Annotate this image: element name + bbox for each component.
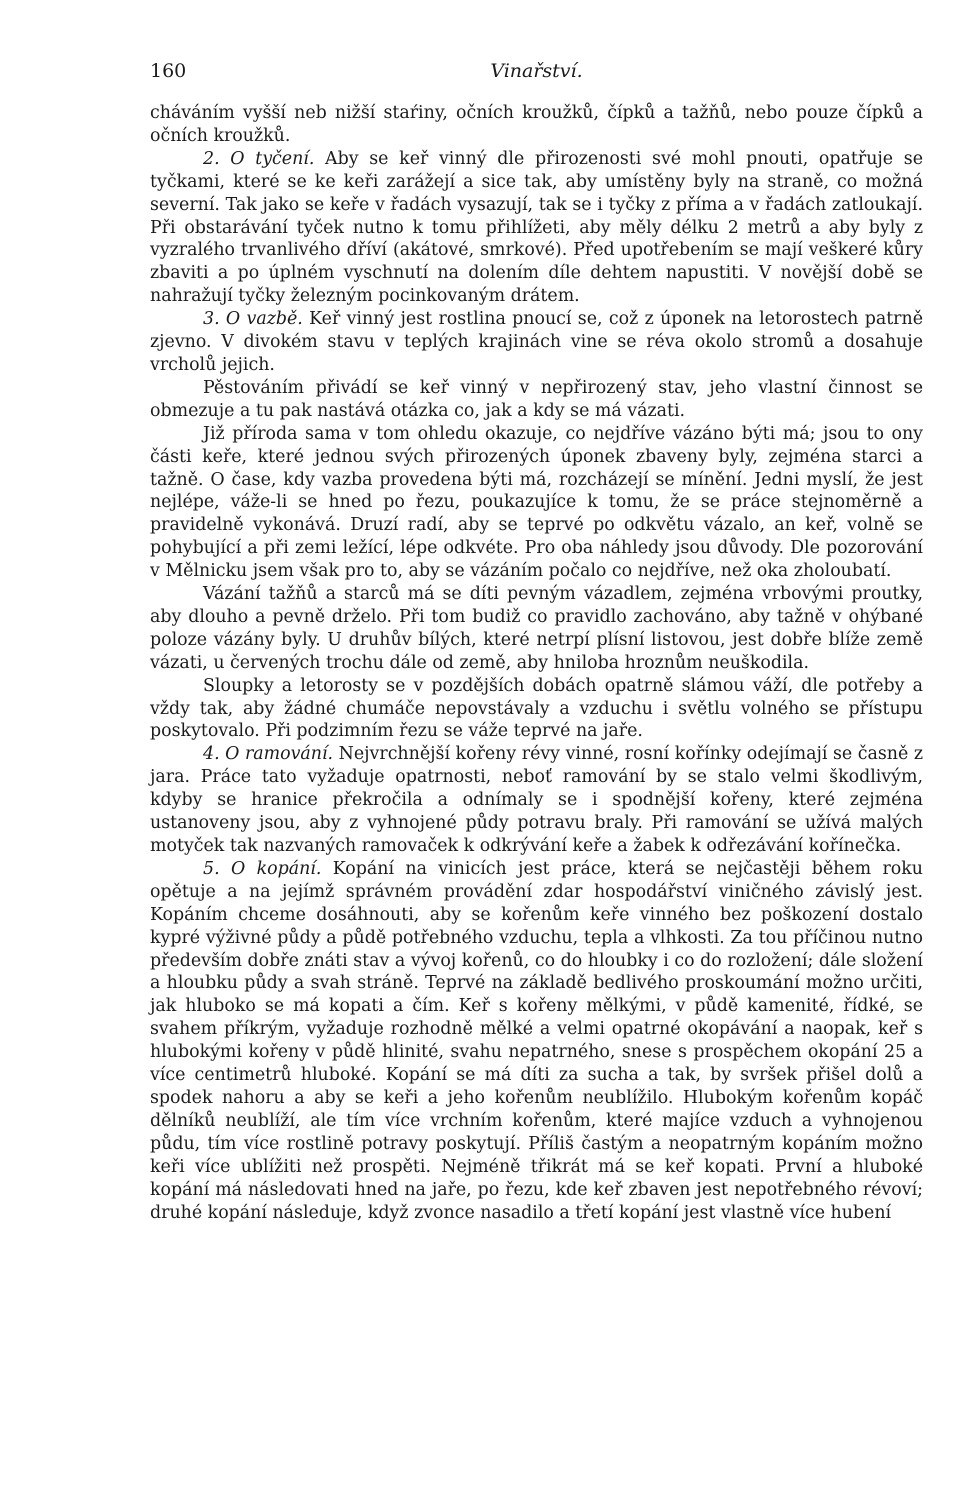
paragraph bbox=[150, 858, 923, 1225]
paragraph bbox=[150, 102, 923, 148]
paragraph bbox=[150, 583, 923, 675]
section-heading: 4. O ramování. bbox=[203, 744, 334, 765]
paragraph-text: Vázání tažňů a starců má se díti pevným vázadlem, zejména vrbovými proutky, aby dlouho a pevně drželo. Při tom budiž co pravidlo zachováno, aby tažně v ohýbané poloze vázány byly. U druhův bílých, které netrpí plísní listovou, jest dobře blíže země vázati, u červených trochu dále od země, aby hniloba hroznům neuškodila. bbox=[150, 584, 923, 673]
page-header bbox=[150, 60, 923, 88]
paragraph bbox=[150, 743, 923, 858]
section-heading: 3. O vazbě. bbox=[203, 309, 303, 330]
paragraph-text: Již příroda sama v tom ohledu okazuje, co nejdříve vázáno býti má; jsou to ony části keře, které jednou svých přirozených úponek zbaveny byly, zejména starci a tažně. O čase, kdy vazba provedena býti má, rozcházejí se mínění. Jedni myslí, že jest nejlépe, váže-li se hned po řezu, poukazujíce k tomu, že se práce stejnoměrně a pravidelně vykonává. Druzí radí, aby se teprvé po odkvětu vázalo, an keř, volně se pohybující a při zemi ležící, lépe odkvéte. Pro oba náhledy jsou důvody. Dle pozorování v Mělnicku jsem však pro to, aby se vázáním počalo co nejdříve, než oka zholoubatí. bbox=[150, 423, 923, 582]
page-number: 160 bbox=[150, 60, 187, 82]
book-page bbox=[150, 60, 923, 1224]
paragraph-text: cháváním vyšší neb nižší staŕiny, očních kroužků, čípků a tažňů, nebo pouze čípků a očních kroužků. bbox=[150, 103, 923, 146]
running-head: Vinařství. bbox=[490, 60, 583, 82]
section-heading: 5. O kopání. bbox=[203, 858, 322, 879]
paragraph-text: Nejvrchnější kořeny révy vinné, rosní kořínky odejímají se časně z jara. Práce tato vyžaduje opatrnosti, neboť ramování by se stalo velmi škodlivým, kdyby se hranice překročila a odnímaly se i spodnější kořeny, které zejména ustanoveny jsou, aby z vyhnojené půdy potravu braly. Při ramování se užívá malých motyček tak nazvaných ramovaček k odkrývání keře a žabek k odřezávání kořínečka. bbox=[150, 744, 923, 856]
paragraph bbox=[150, 308, 923, 377]
paragraph bbox=[150, 675, 923, 744]
paragraph-text: Pěstováním přivádí se keř vinný v nepřirozený stav, jeho vlastní činnost se obmezuje a tu pak nastává otázka co, jak a kdy se má vázati. bbox=[150, 377, 923, 421]
body-text bbox=[150, 102, 923, 1224]
paragraph bbox=[150, 377, 923, 423]
section-heading: 2. O tyčení. bbox=[203, 148, 315, 169]
paragraph bbox=[150, 148, 923, 308]
paragraph-text: Kopání na vinicích jest práce, která se nejčastěji během roku opětuje a na jejímž správném provádění zdar hospodářství viničného závislý jest. Kopáním chceme dosáhnouti, aby se kořenům keře vinného bez poškození dostalo kypré výživné půdy a půdě potřebného vzduchu, tepla a vlhkosti. Za tou příčinou nutno především dobře znáti stav a vývoj kořenů, co do hloubky i co do rozložení; dále složení a hloubku půdy a svah stráně. Teprvé na základě bedlivého proskoumání možno určiti, jak hluboko se má kopati a čím. Keř s kořeny mělkými, v půdě kamenité, řídké, se svahem příkrým, vyžaduje rozhodně mělké a velmi opatrné okopávání a naopak, keř s hlubokými kořeny v půdě hlinité, svahu nepatrného, snese s prospěchem okopání 25 a více centimetrů hluboké. Kopání se má díti za sucha a tak, by svršek přišel dolů a spodek nahoru a aby se keři a jeho kořenům neublížilo. Hlubokým kořenům kopáč dělníků neublíží, ale tím více vrchním kořenům, které majíce vzduch a vyhnojenou půdu, tím více rostlině potravy poskytují. Příliš častým a neopatrným kopáním možno keři více ublížiti než prospěti. Nejméně třikrát má se keř kopati. První a hluboké kopání má následovati hned na jaře, po řezu, kde keř zbaven jest nepotřebného révoví; druhé kopání následuje, když zvonce nasadilo a třetí kopání jest vlastně více hubení bbox=[150, 858, 923, 1223]
paragraph-text: Sloupky a letorosty se v pozdějších dobách opatrně slámou váží, dle potřeby a vždy tak, aby žádné chumáče nepovstávaly a vzduchu i světlu volného se přístupu poskytovalo. Při podzimním řezu se váže teprvé na jaře. bbox=[150, 675, 923, 742]
paragraph-text: Aby se keř vinný dle přirozenosti své mohl pnouti, opatřuje se tyčkami, které se ke keři zarážejí a sice tak, aby umístěny byly na straně, co možná severní. Tak jako se keře v řadách vysazují, tak se i tyčky z příma a v řadách zatloukají. Při obstarávání tyček nutno k tomu přihlížeti, aby měly délku 2 metrů a aby byly z vyzralého trvanlivého dříví (akátové, smrkové). Před upotřebením se mají veškeré kůry zbaviti a po úplném vyschnutí na dolením díle dehtem napustiti. V novější době se nahražují tyčky železným pocinkovaným drátem. bbox=[150, 148, 923, 307]
paragraph-text: Keř vinný jest rostlina pnoucí se, což z úponek na letorostech patrně zjevno. V divokém stavu v teplých krajinách vine se réva okolo stromů a dosahuje vrcholů jejich. bbox=[150, 309, 923, 375]
paragraph bbox=[150, 423, 923, 583]
